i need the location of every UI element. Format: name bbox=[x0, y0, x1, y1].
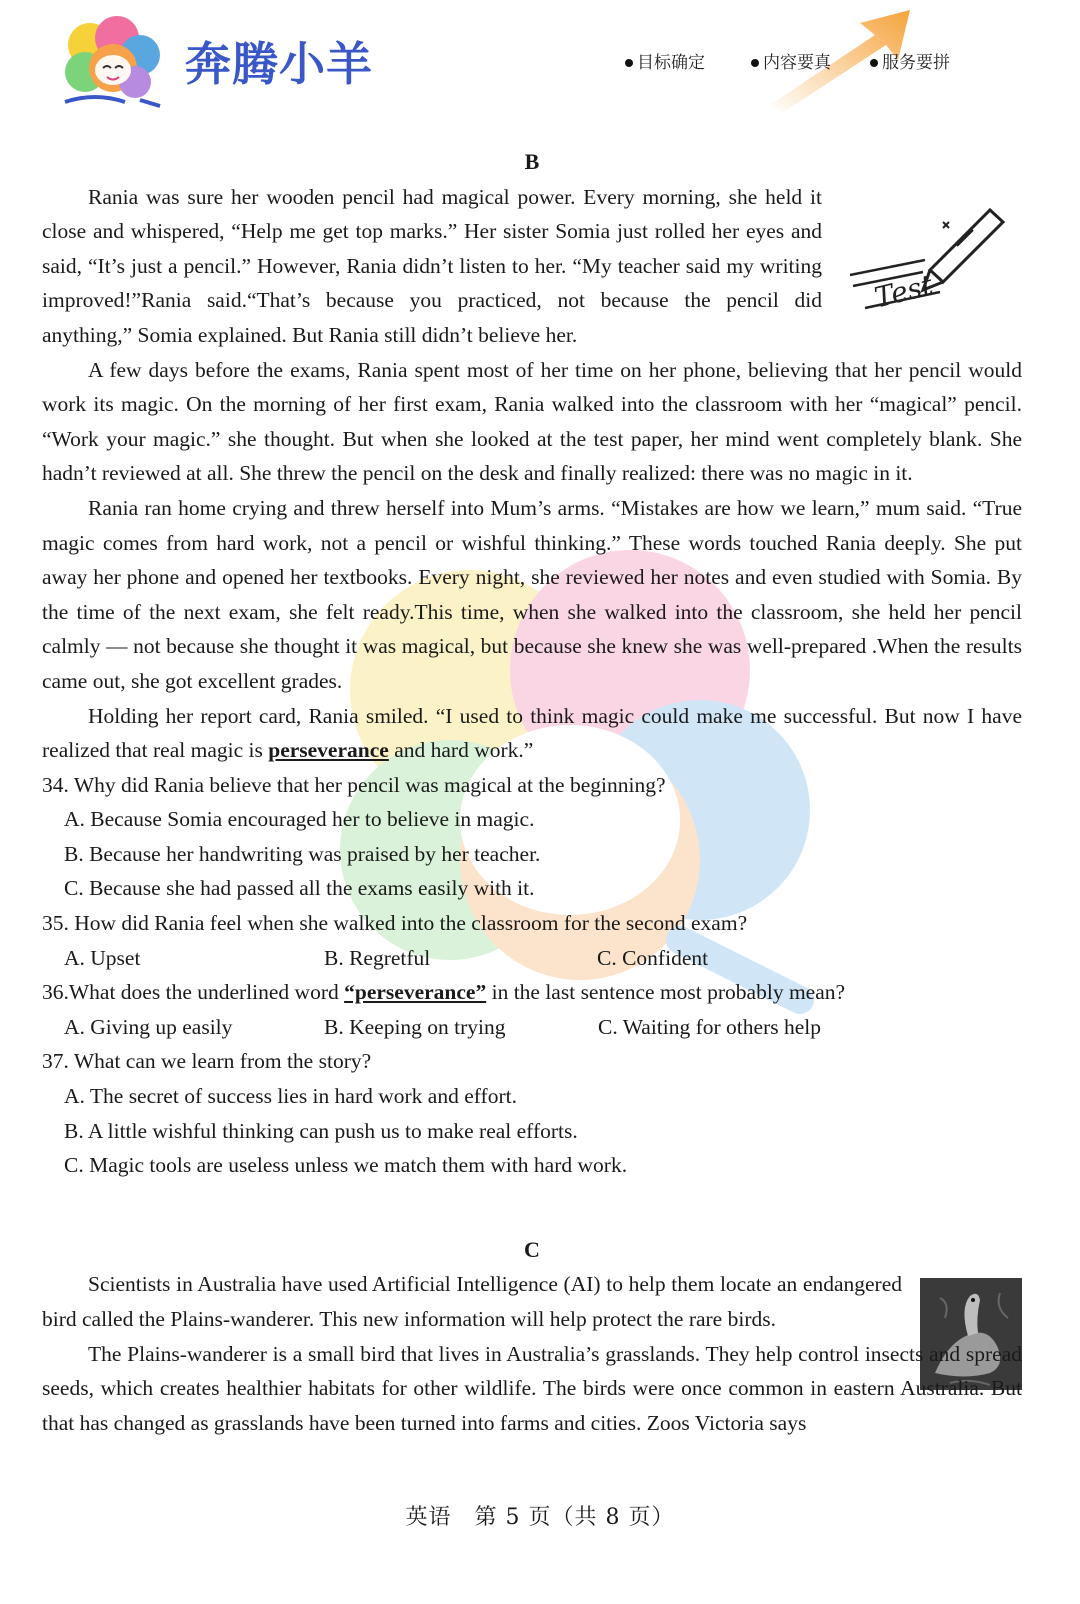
slogan-item bbox=[751, 48, 831, 73]
slogan-text: 目标确定 bbox=[637, 53, 705, 73]
question-35: 35. How did Rania feel when she walked into the classroom for the second exam? bbox=[42, 911, 748, 936]
question-text: 36.What does the underlined word bbox=[42, 980, 345, 1005]
options-row bbox=[42, 941, 1022, 976]
question-36 bbox=[42, 975, 1022, 1010]
question-option[interactable]: A. The secret of success lies in hard work and effort. bbox=[64, 1084, 517, 1109]
section-b-paragraph: A few days before the exams, Rania spent most of her time on her phone, believing that her pencil would work its magic. On the morning of her first exam, Rania walked into the classroom with her “magical” pencil. “Work your magic.” she thought. But when she looked at the test paper, her mind went completely blank. She hadn’t reviewed at all. She threw the pencil on the desk and finally realized: there was no magic in it. bbox=[42, 357, 1022, 486]
underlined-word: “perseverance” bbox=[344, 980, 487, 1005]
section-b-paragraph: Rania ran home crying and threw herself into Mum’s arms. “Mistakes are how we learn,” mum said. “True magic comes from hard work, not a pencil or wishful thinking.” These words touched Rania deeply. She put away her phone and opened her textbooks. Every night, she reviewed her notes and even studied with Somia. By the time of the next exam, she felt ready.This time, when she walked into the classroom, she held her pencil calmly — not because she thought it was magical, but because she knew she was well-prepared .When the results came out, she got excellent grades. bbox=[42, 495, 1022, 693]
sheep-logo-icon bbox=[55, 10, 175, 110]
exam-page-content bbox=[42, 145, 1022, 1440]
question-text: in the last sentence most probably mean? bbox=[486, 980, 846, 1005]
question-option[interactable]: B. Keeping on trying bbox=[324, 1014, 506, 1039]
bullet-icon bbox=[751, 59, 759, 67]
test-label: Test bbox=[871, 268, 937, 315]
section-c-paragraph: Scientists in Australia have used Artificial Intelligence (AI) to help them locate an endangered bird called the Plains-wanderer. This new information will help protect the rare birds. bbox=[42, 1272, 902, 1331]
question-option[interactable]: A. Because Somia encouraged her to believe in magic. bbox=[64, 807, 535, 832]
slogan-text: 服务要拼 bbox=[882, 53, 950, 73]
question-34: 34. Why did Rania believe that her pencil was magical at the beginning? bbox=[42, 772, 666, 797]
section-b-paragraph: Rania was sure her wooden pencil had magical power. Every morning, she held it close and whispered, “Help me get top marks.” Her sister Somia just rolled her eyes and said, “It’s just a pencil.” However, Rania didn’t listen to her. “My teacher said my writing improved!”Rania said.“That’s because you practiced, not because the pencil did anything,” Somia explained. But Rania still didn’t believe her. bbox=[42, 184, 822, 347]
question-option[interactable]: C. Waiting for others help bbox=[598, 1014, 821, 1039]
question-37: 37. What can we learn from the story? bbox=[42, 1049, 372, 1074]
slogan-item bbox=[625, 48, 705, 73]
bullet-icon bbox=[870, 59, 878, 67]
spacer bbox=[42, 1183, 1022, 1233]
slogan-text: 内容要真 bbox=[763, 53, 831, 73]
slogan-item bbox=[870, 48, 950, 73]
section-c-title: C bbox=[524, 1236, 540, 1262]
question-option[interactable]: B. A little wishful thinking can push us to make real efforts. bbox=[64, 1118, 578, 1143]
question-option[interactable]: C. Because she had passed all the exams easily with it. bbox=[64, 876, 535, 901]
page-header bbox=[0, 0, 1080, 120]
underlined-word: perseverance bbox=[268, 738, 389, 763]
question-option[interactable]: C. Confident bbox=[597, 945, 709, 970]
question-option[interactable]: B. Because her handwriting was praised by her teacher. bbox=[64, 841, 541, 866]
question-option[interactable]: C. Magic tools are useless unless we match them with hard work. bbox=[64, 1153, 628, 1178]
question-option[interactable]: B. Regretful bbox=[324, 945, 431, 970]
section-b-paragraph bbox=[42, 699, 1022, 768]
question-option[interactable]: A. Upset bbox=[64, 945, 141, 970]
options-row bbox=[42, 1010, 1022, 1045]
paragraph-text: and hard work.” bbox=[388, 738, 534, 763]
page-footer: 英语 第 5 页（共 8 页） bbox=[405, 1505, 675, 1530]
brand-name: 奔腾小羊 bbox=[185, 37, 373, 91]
question-option[interactable]: A. Giving up easily bbox=[64, 1014, 233, 1039]
section-b-title: B bbox=[524, 149, 540, 174]
section-c-paragraph: The Plains-wanderer is a small bird that lives in Australia’s grasslands. They help control insects and spread seeds, which creates healthier habitats for other wildlife. The birds were once common in eastern Australia. But that has changed as grasslands have been turned into farms and cities. Zoos Victoria says bbox=[42, 1341, 1022, 1435]
paragraph-text: Holding her report card, Rania smiled. “I used to think magic could make me successful. But now I have realized that real magic is bbox=[42, 703, 1022, 763]
bullet-icon bbox=[625, 59, 633, 67]
